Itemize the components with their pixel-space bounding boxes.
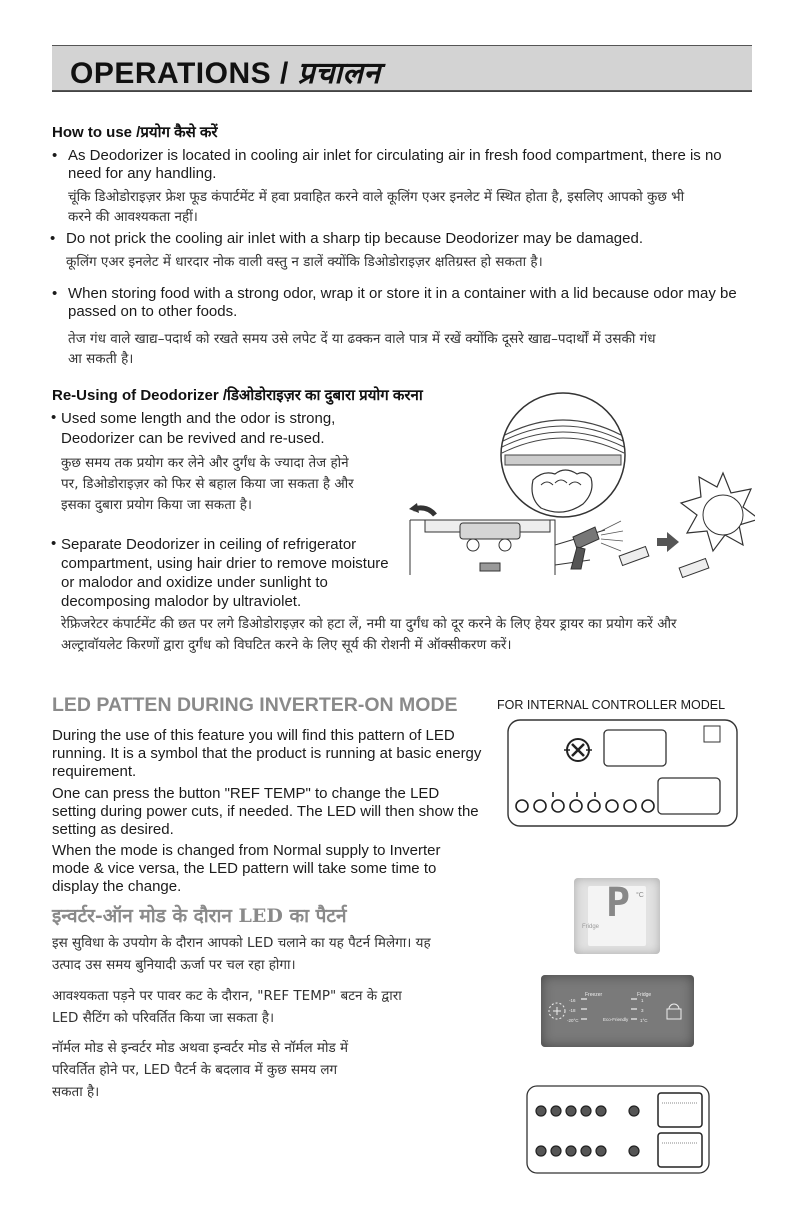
top-display — [604, 730, 666, 766]
reusing-heading: Re-Using of Deodorizer /डिओडोराइज़र का दुबारा प्रयोग करना — [52, 387, 423, 404]
led-para-3: When the mode is changed from Normal supply to Inverter mode & vice versa, the LED pattern will take some time to display the change. — [52, 842, 441, 895]
bullet: • — [50, 230, 56, 247]
how-to-use-item-3-hi: तेज गंध वाले खाद्य–पदार्थ को रखते समय उसे लपेट दें या ढक्कन वाले पात्र में रखें क्योंकि दूसरे खाद्य–पदार्थों में उसकी गंध आ सकती है। — [68, 331, 656, 367]
how-to-use-item-1 — [52, 147, 758, 227]
reusing-item-2-en: Separate Deodorizer in ceiling of refrigerator compartment, using hair drier to remove moisture or malodor and oxidize under sunlight to decomposing malodor by ultraviolet. — [61, 536, 389, 610]
fridge-label: Fridge — [637, 992, 652, 998]
how-to-use-item-3-en: When storing food with a strong odor, wrap it or store it in a container with a lid because odor may be passed on to other foods. — [68, 285, 737, 320]
page-header — [52, 45, 752, 91]
lock-icon — [669, 1004, 679, 1009]
digit-unit: °C — [636, 892, 644, 899]
how-to-use-item-2-en: Do not prick the cooling air inlet with a sharp tip because Deodorizer may be damaged. — [66, 230, 643, 247]
led-panel-diagram — [526, 1085, 711, 1175]
freezer-level-2: -18 — [569, 1008, 576, 1013]
led-section-title: LED PATTEN DURING INVERTER-ON MODE — [52, 694, 458, 716]
led-hi-2: आवश्यकता पड़ने पर पावर कट के दौरान, "REF TEMP" बटन के द्वारा LED सैटिंग को परिवर्तित किया जा सकता है। — [52, 988, 402, 1026]
fridge-level-1: 1 — [641, 998, 644, 1003]
led-title-hi-prefix: इन्वर्टर-ऑन मोड के दौरान — [52, 905, 239, 927]
deodorizer-illustration — [405, 385, 755, 585]
controller-model-label: FOR INTERNAL CONTROLLER MODEL — [497, 698, 726, 712]
page-title-hi: प्रचालन — [297, 57, 381, 90]
top-segment-display — [658, 1093, 702, 1127]
led-title-hi-led: LED — [238, 905, 283, 927]
bottom-display — [658, 778, 720, 814]
hair-dryer-icon — [571, 521, 649, 569]
control-panel-photo — [541, 975, 694, 1047]
deodorizer-piece-icon — [679, 559, 709, 578]
magnified-deodorizer-icon — [501, 393, 625, 517]
how-to-use-item-3 — [52, 285, 753, 369]
reusing-item-2-hi: रेफ्रिजरेटर कंपार्टमेंट की छत पर लगे डिओडोराइज़र को हटा लें, नमी या दुर्गंध को दूर करने के लिए हेयर ड्रायर का प्रयोग करें और अल्ट्रावॉयलेट किरणों द्वारा दुर्गंध को विघटित करने के लिए सूर्य की रोशनी में ऑक्सीकरण करें। — [61, 616, 677, 653]
freezer-level-3: -20°C — [567, 1018, 579, 1023]
how-to-use-heading: How to use /प्रयोग कैसे करें — [52, 124, 218, 141]
led-hi-3: नॉर्मल मोड से इन्वर्टर मोड अथवा इन्वर्टर मोड से नॉर्मल मोड में परिवर्तित होने पर, LED पैटर्न के बदलाव में कुछ समय लग सकता है। — [52, 1040, 349, 1100]
bullet: • — [52, 147, 58, 164]
bullet: • — [51, 535, 57, 552]
reusing-item-1-hi: कुछ समय तक प्रयोग कर लेने और दुर्गंध के ज्यादा तेज होने पर, डिओडोराइज़र को फिर से बहाल किया जा सकता है और इसका दुबारा प्रयोग किया जा सकता है। — [61, 455, 354, 513]
header-rule — [52, 91, 752, 92]
freezer-label: Freezer — [585, 992, 603, 998]
bottom-segment-display — [658, 1133, 702, 1167]
internal-controller-panel — [506, 718, 741, 830]
bullet: • — [51, 409, 57, 426]
arrow-right-icon — [657, 532, 679, 552]
page-title — [70, 51, 381, 92]
sun-icon — [681, 473, 755, 551]
digit-label: Fridge — [582, 924, 600, 930]
page-title-en: OPERATIONS / — [70, 57, 289, 90]
how-to-use-item-1-en: As Deodorizer is located in cooling air inlet for circulating air in fresh food compartment, there is no need for any handling. — [68, 147, 722, 182]
reusing-item-2 — [51, 535, 401, 611]
reusing-item-1 — [51, 409, 366, 516]
how-to-use-item-2-hi: कूलिंग एअर इनलेट में धारदार नोक वाली वस्तु न डालें क्योंकि डिओडोराइज़र क्षतिग्रस्त हो सकता है। — [66, 254, 543, 270]
led-hi-1: इस सुविधा के उपयोग के दौरान आपको LED चलाने का यह पैटर्न मिलेगा। यह उत्पाद उस समय बुनियादी ऊर्जा पर चल रहा होगा। — [52, 935, 431, 973]
eco-label: Eco-Friendly — [603, 1017, 629, 1022]
fridge-level-2: 3 — [641, 1008, 644, 1013]
led-para-2: One can press the button "REF TEMP" to change the LED setting during power cuts, if needed. The LED will then show the setting as desired. — [52, 785, 479, 838]
digit-display-panel — [574, 878, 660, 954]
led-title-hi-suffix: का पैटर्न — [282, 905, 347, 927]
digit-value: P — [606, 880, 631, 926]
fridge-level-3: 1°C — [640, 1018, 648, 1023]
led-para-1: During the use of this feature you will find this pattern of LED running. It is a symbol that the product is running at basic energy requirement. — [52, 727, 482, 780]
reusing-item-1-en: Used some length and the odor is strong, Deodorizer can be revived and re-used. — [61, 410, 336, 447]
led-section-title-hi — [52, 902, 347, 928]
freezer-level-1: -16 — [569, 998, 576, 1003]
lock-indicator — [704, 726, 720, 742]
how-to-use-item-2 — [50, 230, 756, 272]
bullet: • — [52, 285, 58, 302]
how-to-use-item-1-hi: चूंकि डिओडोराइज़र फ्रेश फूड कंपार्टमेंट में हवा प्रवाहित करने वाले कूलिंग एअर इनलेट में स्थित होता है, इसलिए आपको कुछ भी करने की आवश्यकता नहीं। — [68, 189, 685, 225]
